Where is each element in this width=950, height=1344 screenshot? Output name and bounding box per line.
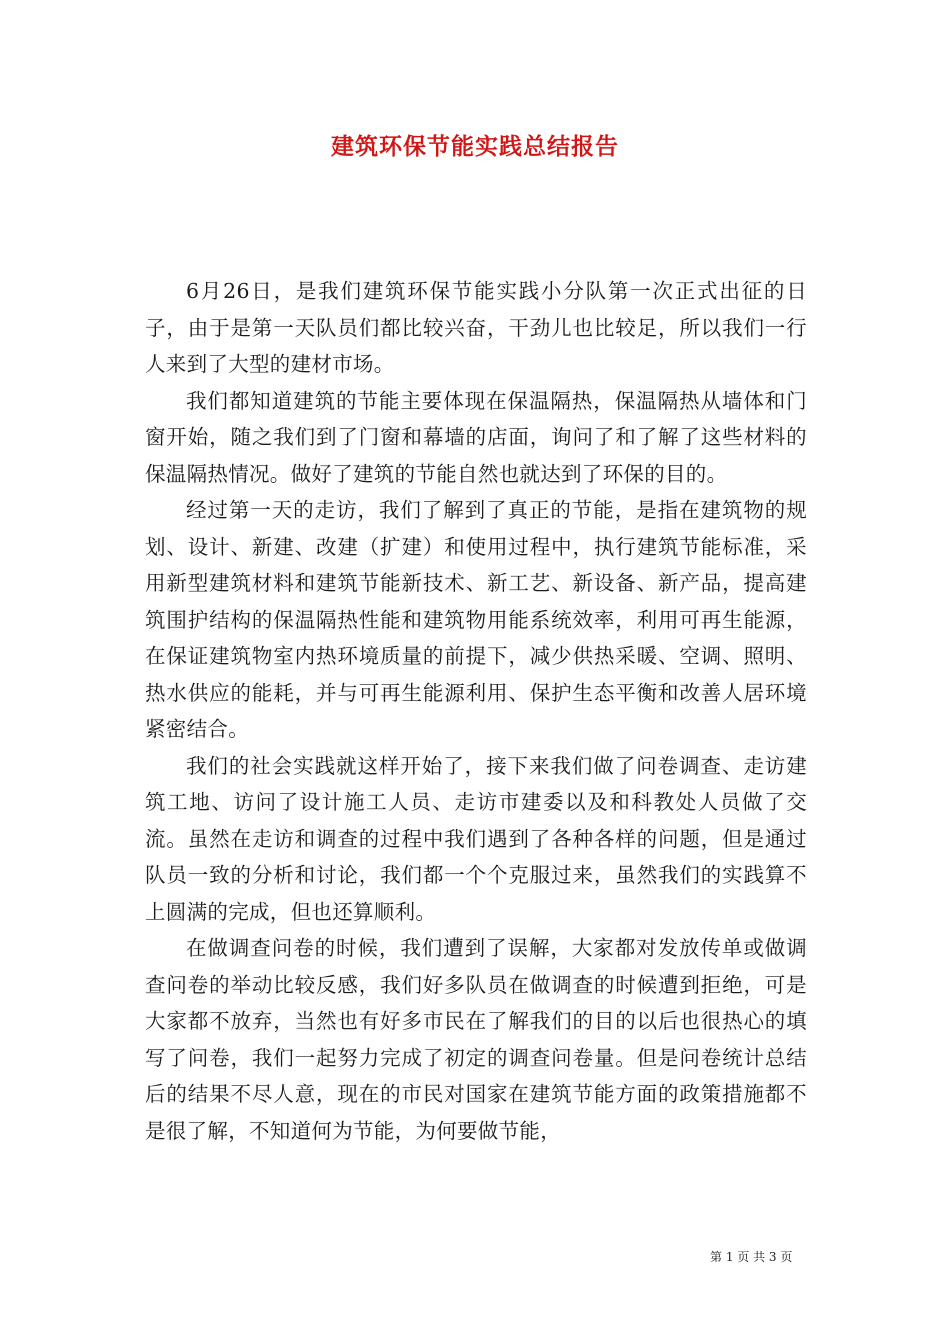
paragraph-4: 我们的社会实践就这样开始了，接下来我们做了问卷调查、走访建筑工地、访问了设计施工人员、走访市建委以及和科教处人员做了交流。虽然在走访和调查的过程中我们遇到了各种各样的问题，但是通过队员一致的分析和讨论，我们都一个个克服过来，虽然我们的实践算不上圆满的完成，但也还算顺利。	[145, 753, 807, 924]
document-title: 建筑环保节能实践总结报告	[331, 133, 619, 160]
paragraph-2: 我们都知道建筑的节能主要体现在保温隔热，保温隔热从墙体和门窗开始，随之我们到了门窗和幕墙的店面，询问了和了解了这些材料的保温隔热情况。做好了建筑的节能自然也就达到了环保的目的。	[145, 388, 807, 486]
paragraph-1: 6月26日，是我们建筑环保节能实践小分队第一次正式出征的日子，由于是第一天队员们都比较兴奋，干劲儿也比较足，所以我们一行人来到了大型的建材市场。	[145, 279, 807, 376]
document-body	[145, 273, 807, 1149]
page-indicator: 第 1 页 共 3 页	[710, 1250, 793, 1264]
paragraph-3: 经过第一天的走访，我们了解到了真正的节能，是指在建筑物的规划、设计、新建、改建（扩建）和使用过程中，执行建筑节能标准，采用新型建筑材料和建筑节能新技术、新工艺、新设备、新产品，提高建筑围护结构的保温隔热性能和建筑物用能系统效率，利用可再生能源，在保证建筑物室内热环境质量的前提下，减少供热采暖、空调、照明、热水供应的能耗，并与可再生能源利用、保护生态平衡和改善人居环境紧密结合。	[145, 498, 807, 741]
paragraph-5: 在做调查问卷的时候，我们遭到了误解，大家都对发放传单或做调查问卷的举动比较反感，我们好多队员在做调查的时候遭到拒绝，可是大家都不放弃，当然也有好多市民在了解我们的目的以后也很热心的填写了问卷，我们一起努力完成了初定的调查问卷量。但是问卷统计总结后的结果不尽人意，现在的市民对国家在建筑节能方面的政策措施都不是很了解，不知道何为节能，为何要做节能，	[145, 936, 807, 1143]
